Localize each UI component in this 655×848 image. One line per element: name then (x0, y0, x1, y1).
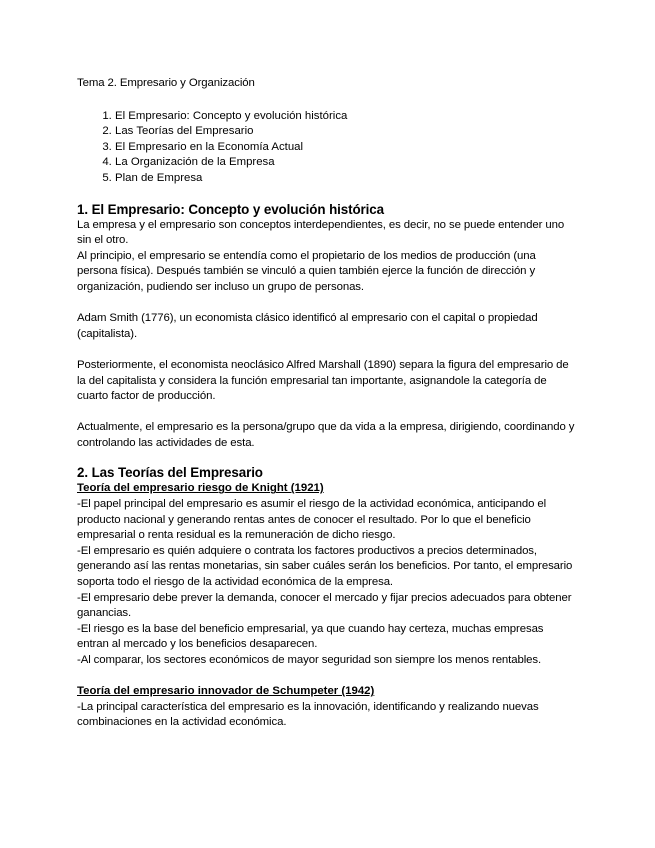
table-of-contents (77, 109, 577, 187)
knight-item: -Al comparar, los sectores económicos de mayor seguridad son siempre los menos rentables. (77, 654, 542, 666)
knight-item: -El riesgo es la base del beneficio empresarial, ya que cuando hay certeza, muchas empresas entran al mercado y los beneficios desaparecen. (77, 622, 544, 651)
section-2-heading: 2. Las Teorías del Empresario (77, 465, 263, 481)
spacer (77, 405, 577, 421)
knight-item: -El empresario debe prever la demanda, conocer el mercado y fijar precios adecuados para obtener ganancias. (77, 591, 572, 620)
knight-item: -El empresario es quién adquiere o contrata los factores productivos a precios determinados, generando así las rentas monetarias, sin saber cuáles serán los beneficios. Por tanto, el empresario soporta todo el riesgo de la actividad económica de la empresa. (77, 544, 573, 589)
topic-title: Tema 2. Empresario y Organización (77, 77, 255, 89)
knight-item: -El papel principal del empresario es asumir el riesgo de la actividad económica, anticipando el producto nacional y generando rentas antes de conocer el resultado. Por lo que el beneficio empresarial o renta residual es la remuneración de dicho riesgo. (77, 498, 547, 542)
paragraph: Al principio, el empresario se entendía como el propietario de los medios de producción (una persona física). Después también se vinculó a quien también ejerce la función de dirección y organización, pudiendo ser incluso un grupo de personas. (77, 249, 536, 293)
toc-item: 5. Plan de Empresa (115, 171, 577, 187)
toc-item: 4. La Organización de la Empresa (115, 155, 577, 171)
section-1-heading: 1. El Empresario: Concepto y evolución histórica (77, 201, 384, 217)
toc-item: 3. El Empresario en la Economía Actual (115, 140, 577, 156)
spacer (77, 342, 577, 358)
toc-item: 1. El Empresario: Concepto y evolución histórica (115, 109, 577, 125)
schumpeter-theory-heading: Teoría del empresario innovador de Schumpeter (1942) (77, 685, 375, 698)
paragraph: Posteriormente, el economista neoclásico Alfred Marshall (1890) separa la figura del empresario de la del capitalista y considera la función empresarial tan importante, asignandole la categoría de cuarto factor de producción. (77, 358, 569, 403)
paragraph: Actualmente, el empresario es la persona/grupo que da vida a la empresa, dirigiendo, coordinando y controlando las actividades de esta. (77, 421, 575, 449)
paragraph: La empresa y el empresario son conceptos interdependientes, es decir, no se puede entender uno sin el otro. (77, 218, 565, 247)
spacer (77, 669, 577, 685)
paragraph: Adam Smith (1776), un economista clásico identificó al empresario con el capital o propiedad (capitalista). (77, 312, 538, 340)
spacer (77, 296, 577, 312)
document-page (77, 70, 577, 731)
knight-theory-heading: Teoría del empresario riesgo de Knight (1921) (77, 482, 324, 495)
toc-item: 2. Las Teorías del Empresario (115, 124, 577, 140)
schumpeter-item: -La principal característica del empresario es la innovación, identificando y realizando nuevas combinaciones en la actividad económica. (77, 700, 539, 729)
